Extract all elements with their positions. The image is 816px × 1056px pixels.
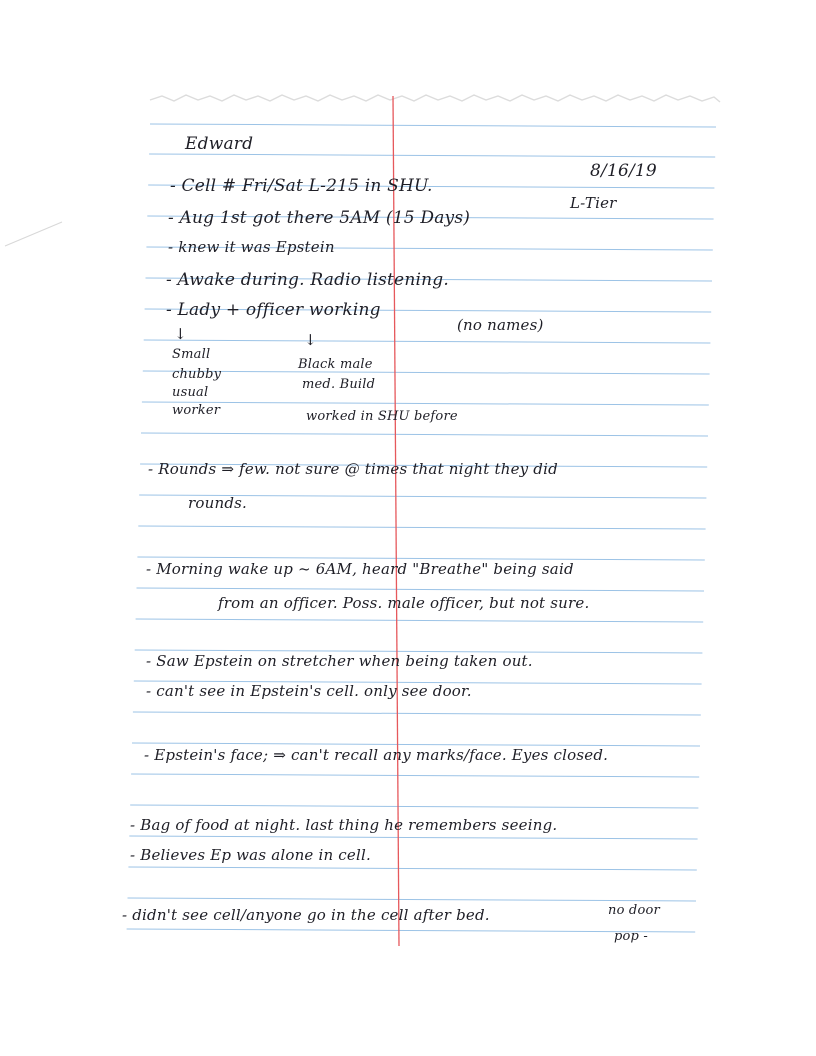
ruled-line — [143, 371, 710, 374]
note-line-lady-officer: - Lady + officer working — [166, 300, 381, 320]
ruled-line — [133, 712, 701, 715]
note-line-alone: - Believes Ep was alone in cell. — [130, 846, 371, 864]
note-line-aug: - Aug 1st got there 5AM (15 Days) — [168, 208, 471, 228]
note-line-stretcher: - Saw Epstein on stretcher when being taken out. — [146, 652, 533, 670]
note-line-pop: pop - — [614, 929, 648, 944]
note-line-rounds-cont: rounds. — [188, 494, 247, 512]
note-line-tier: L-Tier — [570, 194, 617, 212]
ruled-line — [136, 619, 704, 622]
note-line-morning-cont: from an officer. Poss. male officer, but not sure. — [218, 594, 590, 612]
note-lady-desc-1: Small — [172, 347, 211, 362]
note-line-didnt-see: - didn't see cell/anyone go in the cell after bed. — [122, 906, 490, 924]
arrow-down-icon: ↓ — [174, 325, 187, 343]
ruled-line — [129, 836, 697, 839]
note-line-face: - Epstein's face; ⇒ can't recall any marks/face. Eyes closed. — [144, 746, 609, 764]
ruled-line — [149, 154, 715, 157]
note-officer-desc-1: Black male — [298, 357, 373, 372]
ruled-line — [150, 124, 716, 127]
note-lady-desc-3: usual — [172, 385, 209, 400]
note-line-cant-see: - can't see in Epstein's cell. only see door. — [146, 682, 472, 700]
note-name: Edward — [185, 134, 254, 154]
note-line-cell: - Cell # Fri/Sat L-215 in SHU. — [170, 176, 433, 196]
note-officer-desc-2: med. Build — [302, 377, 376, 392]
note-line-rounds: - Rounds ⇒ few. not sure @ times that night they did — [148, 460, 558, 478]
note-line-awake: - Awake during. Radio listening. — [166, 270, 449, 290]
ruled-line — [130, 805, 698, 808]
note-officer-desc-3: worked in SHU before — [306, 409, 458, 424]
ruled-line — [128, 867, 696, 870]
note-line-knew: - knew it was Epstein — [168, 238, 335, 256]
ruled-line — [131, 774, 699, 777]
arrow-down-icon: ↓ — [304, 331, 317, 349]
ruled-line — [144, 340, 711, 343]
note-lady-desc-4: worker — [172, 403, 221, 418]
note-lady-desc-2: chubby — [172, 367, 222, 382]
note-line-food: - Bag of food at night. last thing he remembers seeing. — [130, 816, 558, 834]
note-date: 8/16/19 — [590, 161, 657, 181]
edge-scratch — [5, 222, 62, 246]
note-line-no-names: (no names) — [457, 316, 544, 334]
ruled-line — [137, 588, 705, 591]
torn-top-edge — [150, 95, 720, 102]
ruled-line — [127, 929, 696, 932]
note-line-no-door: no door — [608, 903, 660, 918]
ruled-line — [142, 402, 709, 405]
ruled-line — [141, 433, 708, 436]
note-line-morning: - Morning wake up ~ 6AM, heard "Breathe" being said — [146, 560, 574, 578]
ruled-line — [138, 526, 705, 529]
ruled-line — [128, 898, 697, 901]
